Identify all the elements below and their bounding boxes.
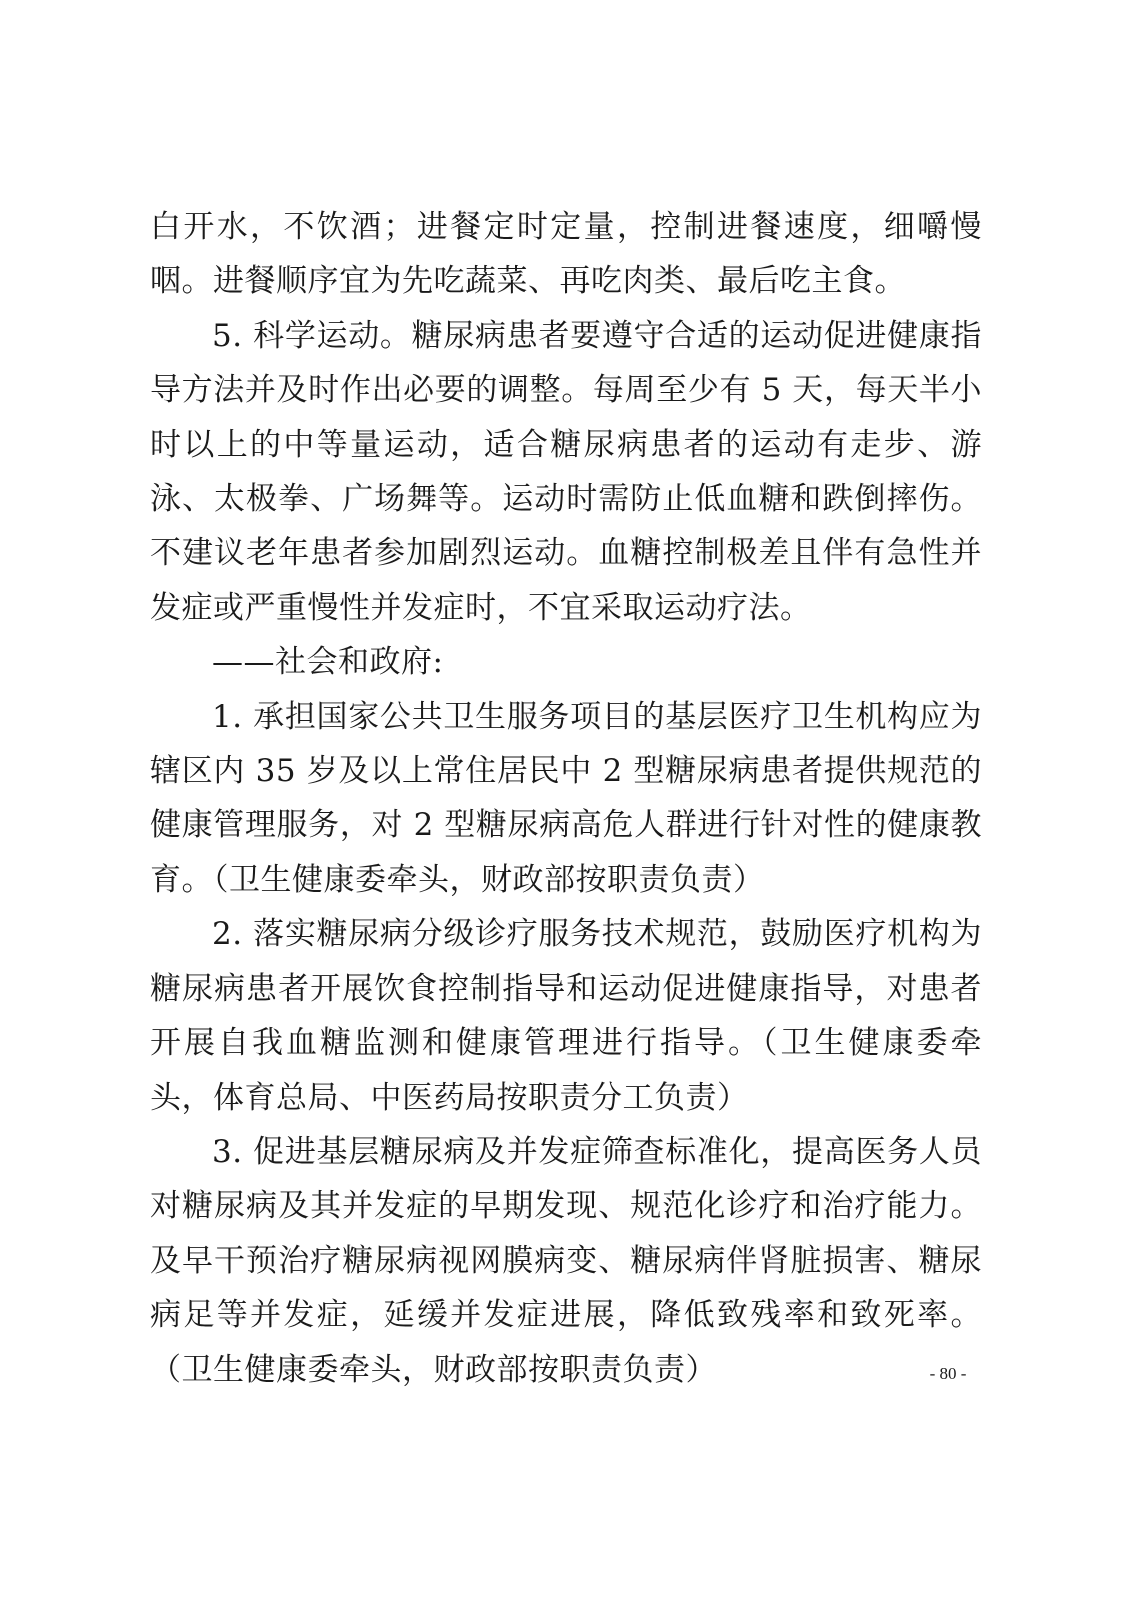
paragraph-diet-continuation: 白开水，不饮酒；进餐定时定量，控制进餐速度，细嚼慢咽。进餐顺序宜为先吃蔬菜、再吃肉类、最后吃主食。	[150, 209, 982, 300]
paragraph-item-2: 2. 落实糖尿病分级诊疗服务技术规范，鼓励医疗机构为糖尿病患者开展饮食控制指导和运动促进健康指导，对患者开展自我血糖监测和健康管理进行指导。（卫生健康委牵头，体育总局、中医药局按职责分工负责）	[150, 916, 982, 1116]
paragraph-item-3: 3. 促进基层糖尿病及并发症筛查标准化，提高医务人员对糖尿病及其并发症的早期发现、规范化诊疗和治疗能力。及早干预治疗糖尿病视网膜病变、糖尿病伴肾脏损害、糖尿病足等并发症，延缓并发症进展，降低致残率和致死率。（卫生健康委牵头，财政部按职责负责）	[150, 1133, 982, 1388]
paragraph-scientific-exercise: 5. 科学运动。糖尿病患者要遵守合适的运动促进健康指导方法并及时作出必要的调整。每周至少有 5 天，每天半小时以上的中等量运动，适合糖尿病患者的运动有走步、游泳、太极拳、广场舞等。运动时需防止低血糖和跌倒摔伤。不建议老年患者参加剧烈运动。血糖控制极差且伴有急性并发症或严重慢性并发症时，不宜采取运动疗法。	[150, 317, 982, 626]
document-body	[150, 200, 982, 1397]
paragraph-item-1: 1. 承担国家公共卫生服务项目的基层医疗卫生机构应为辖区内 35 岁及以上常住居民中 2 型糖尿病患者提供规范的健康管理服务，对 2 型糖尿病高危人群进行针对性的健康教育。（卫生健康委牵头，财政部按职责负责）	[150, 698, 982, 898]
section-heading-society-government: ——社会和政府:	[212, 644, 444, 681]
page-number: - 80 -	[929, 1364, 967, 1383]
